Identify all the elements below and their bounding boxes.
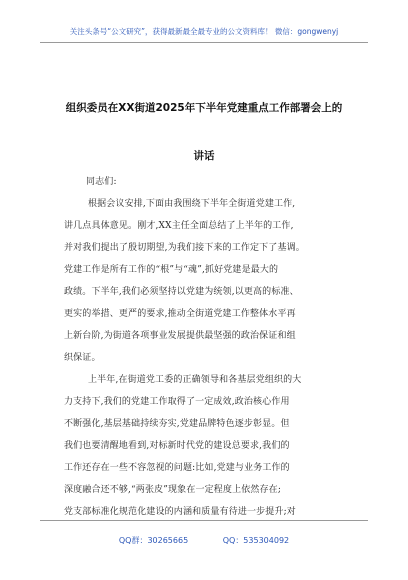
salutation-line: 同志们: (86, 177, 117, 187)
body-text-line: 政绩。下半年,我们必须坚持以党建为统领,以更高的标准、 (64, 287, 299, 297)
body-text-line: 更实的举措、更严的要求,推动全街道党建工作整体水平再 (64, 309, 296, 319)
page-header-banner: 关注头条号“公文研究”，获得最新最全最专业的公文资料库！ 微信：gongwenyj (40, 26, 368, 43)
footer-qq-group: QQ群：30265665 (118, 536, 189, 545)
document-title: 组织委员在XX街道2025年下半年党建重点工作部署会上的 (65, 102, 343, 114)
body-text-line: 党支部标准化规范化建设的内涵和质量有待进一步提升;对 (64, 507, 296, 517)
body-text-line: 讲几点具体意见。刚才,XX主任全面总结了上半年的工作, (64, 221, 294, 231)
body-text-line: 力支持下,我们的党建工作取得了一定成效,政治核心作用 (64, 397, 290, 407)
body-text-line: 并对我们提出了殷切期望,为我们接下来的工作定下了基调。 (64, 243, 305, 253)
body-text-line: 深度融合还不够,“两张皮”现象在一定程度上依然存在; (64, 485, 281, 495)
body-text-line: 不断强化,基层基础持续夯实,党建品牌特色逐步彰显。但 (64, 419, 290, 429)
body-text-line: 根据会议安排,下面由我围绕下半年全街道党建工作, (88, 199, 296, 209)
body-text-line: 上新台阶,为街道各项事业发展提供最坚强的政治保证和组 (64, 331, 296, 341)
body-text-line: 党建工作是所有工作的“根”与“魂”,抓好党建是最大的 (64, 265, 279, 275)
footer-qq-contact: QQ：535304092 (222, 536, 290, 545)
body-text-line: 织保证。 (64, 353, 101, 363)
body-text-line: 上半年,在街道党工委的正确领导和各基层党组织的大 (88, 375, 302, 385)
document-title-continued: 讲话 (193, 150, 215, 162)
body-text-line: 我们也要清醒地看到,对标新时代党的建设总要求,我们的 (64, 441, 290, 451)
page-footer (40, 520, 368, 546)
body-text-line: 工作还存在一些不容忽视的问题:比如,党建与业务工作的 (64, 463, 290, 473)
